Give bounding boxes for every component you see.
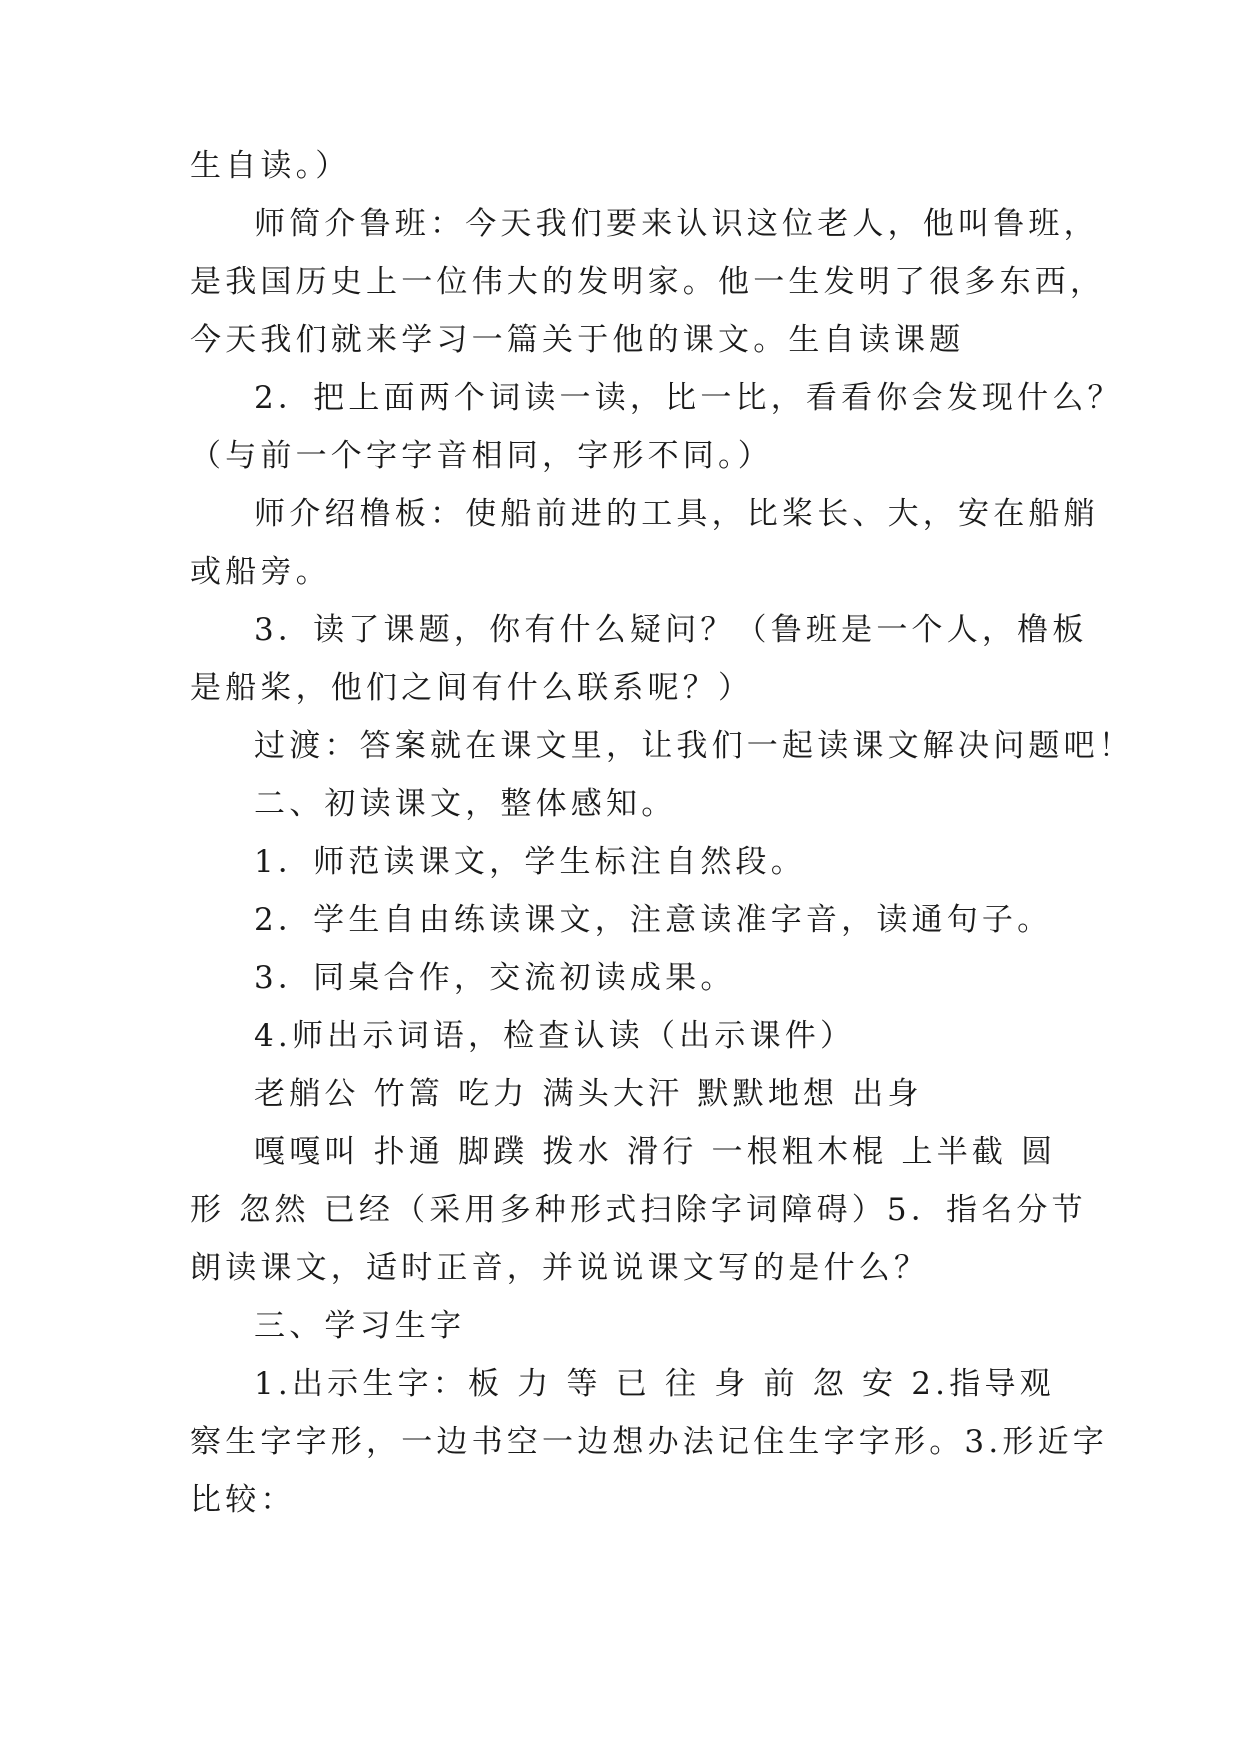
text-line: 2．学生自由练读课文，注意读准字音，读通句子。 — [254, 902, 1053, 938]
text-line: 比较： — [190, 1482, 296, 1518]
text-line: 朗读课文，适时正音，并说说课文写的是什么？ — [190, 1250, 930, 1286]
text-line: 是船桨，他们之间有什么联系呢？） — [190, 670, 754, 706]
text-line: 师简介鲁班：今天我们要来认识这位老人，他叫鲁班， — [254, 206, 1099, 242]
text-line: 3．同桌合作，交流初读成果。 — [254, 960, 736, 996]
text-line: 1．师范读课文，学生标注自然段。 — [254, 844, 806, 880]
text-line: （与前一个字字音相同，字形不同。） — [190, 438, 773, 474]
text-line: 生自读。） — [190, 148, 351, 184]
text-line: 4.师出示词语，检查认读（出示课件） — [254, 1018, 856, 1054]
text-line: 师介绍橹板：使船前进的工具，比桨长、大，安在船艄 — [254, 496, 1099, 532]
text-line: 或船旁。 — [190, 554, 331, 590]
text-line: 察生字字形，一边书空一边想办法记住生字字形。3.形近字 — [190, 1424, 1108, 1460]
text-line: 形 忽然 已经（采用多种形式扫除字词障碍）5．指名分节 — [190, 1192, 1087, 1228]
text-line: 是我国历史上一位伟大的发明家。他一生发明了很多东西， — [190, 264, 1106, 300]
text-line: 今天我们就来学习一篇关于他的课文。生自读课题 — [190, 322, 965, 358]
vocabulary-line: 老艄公 竹篙 吃力 满头大汗 默默地想 出身 — [254, 1076, 923, 1112]
vocabulary-line: 嘎嘎叫 扑通 脚蹼 拨水 滑行 一根粗木棍 上半截 圆 — [254, 1134, 1057, 1170]
text-line: 3．读了课题，你有什么疑问？（鲁班是一个人，橹板 — [254, 612, 1088, 648]
section-heading: 二、初读课文，整体感知。 — [254, 786, 677, 822]
section-heading: 三、学习生字 — [254, 1308, 466, 1344]
text-line: 1.出示生字：板 力 等 已 往 身 前 忽 安 2.指导观 — [254, 1366, 1055, 1402]
text-line: 2．把上面两个词读一读，比一比，看看你会发现什么？ — [254, 380, 1123, 416]
text-line: 过渡：答案就在课文里，让我们一起读课文解决问题吧！ — [254, 728, 1134, 764]
